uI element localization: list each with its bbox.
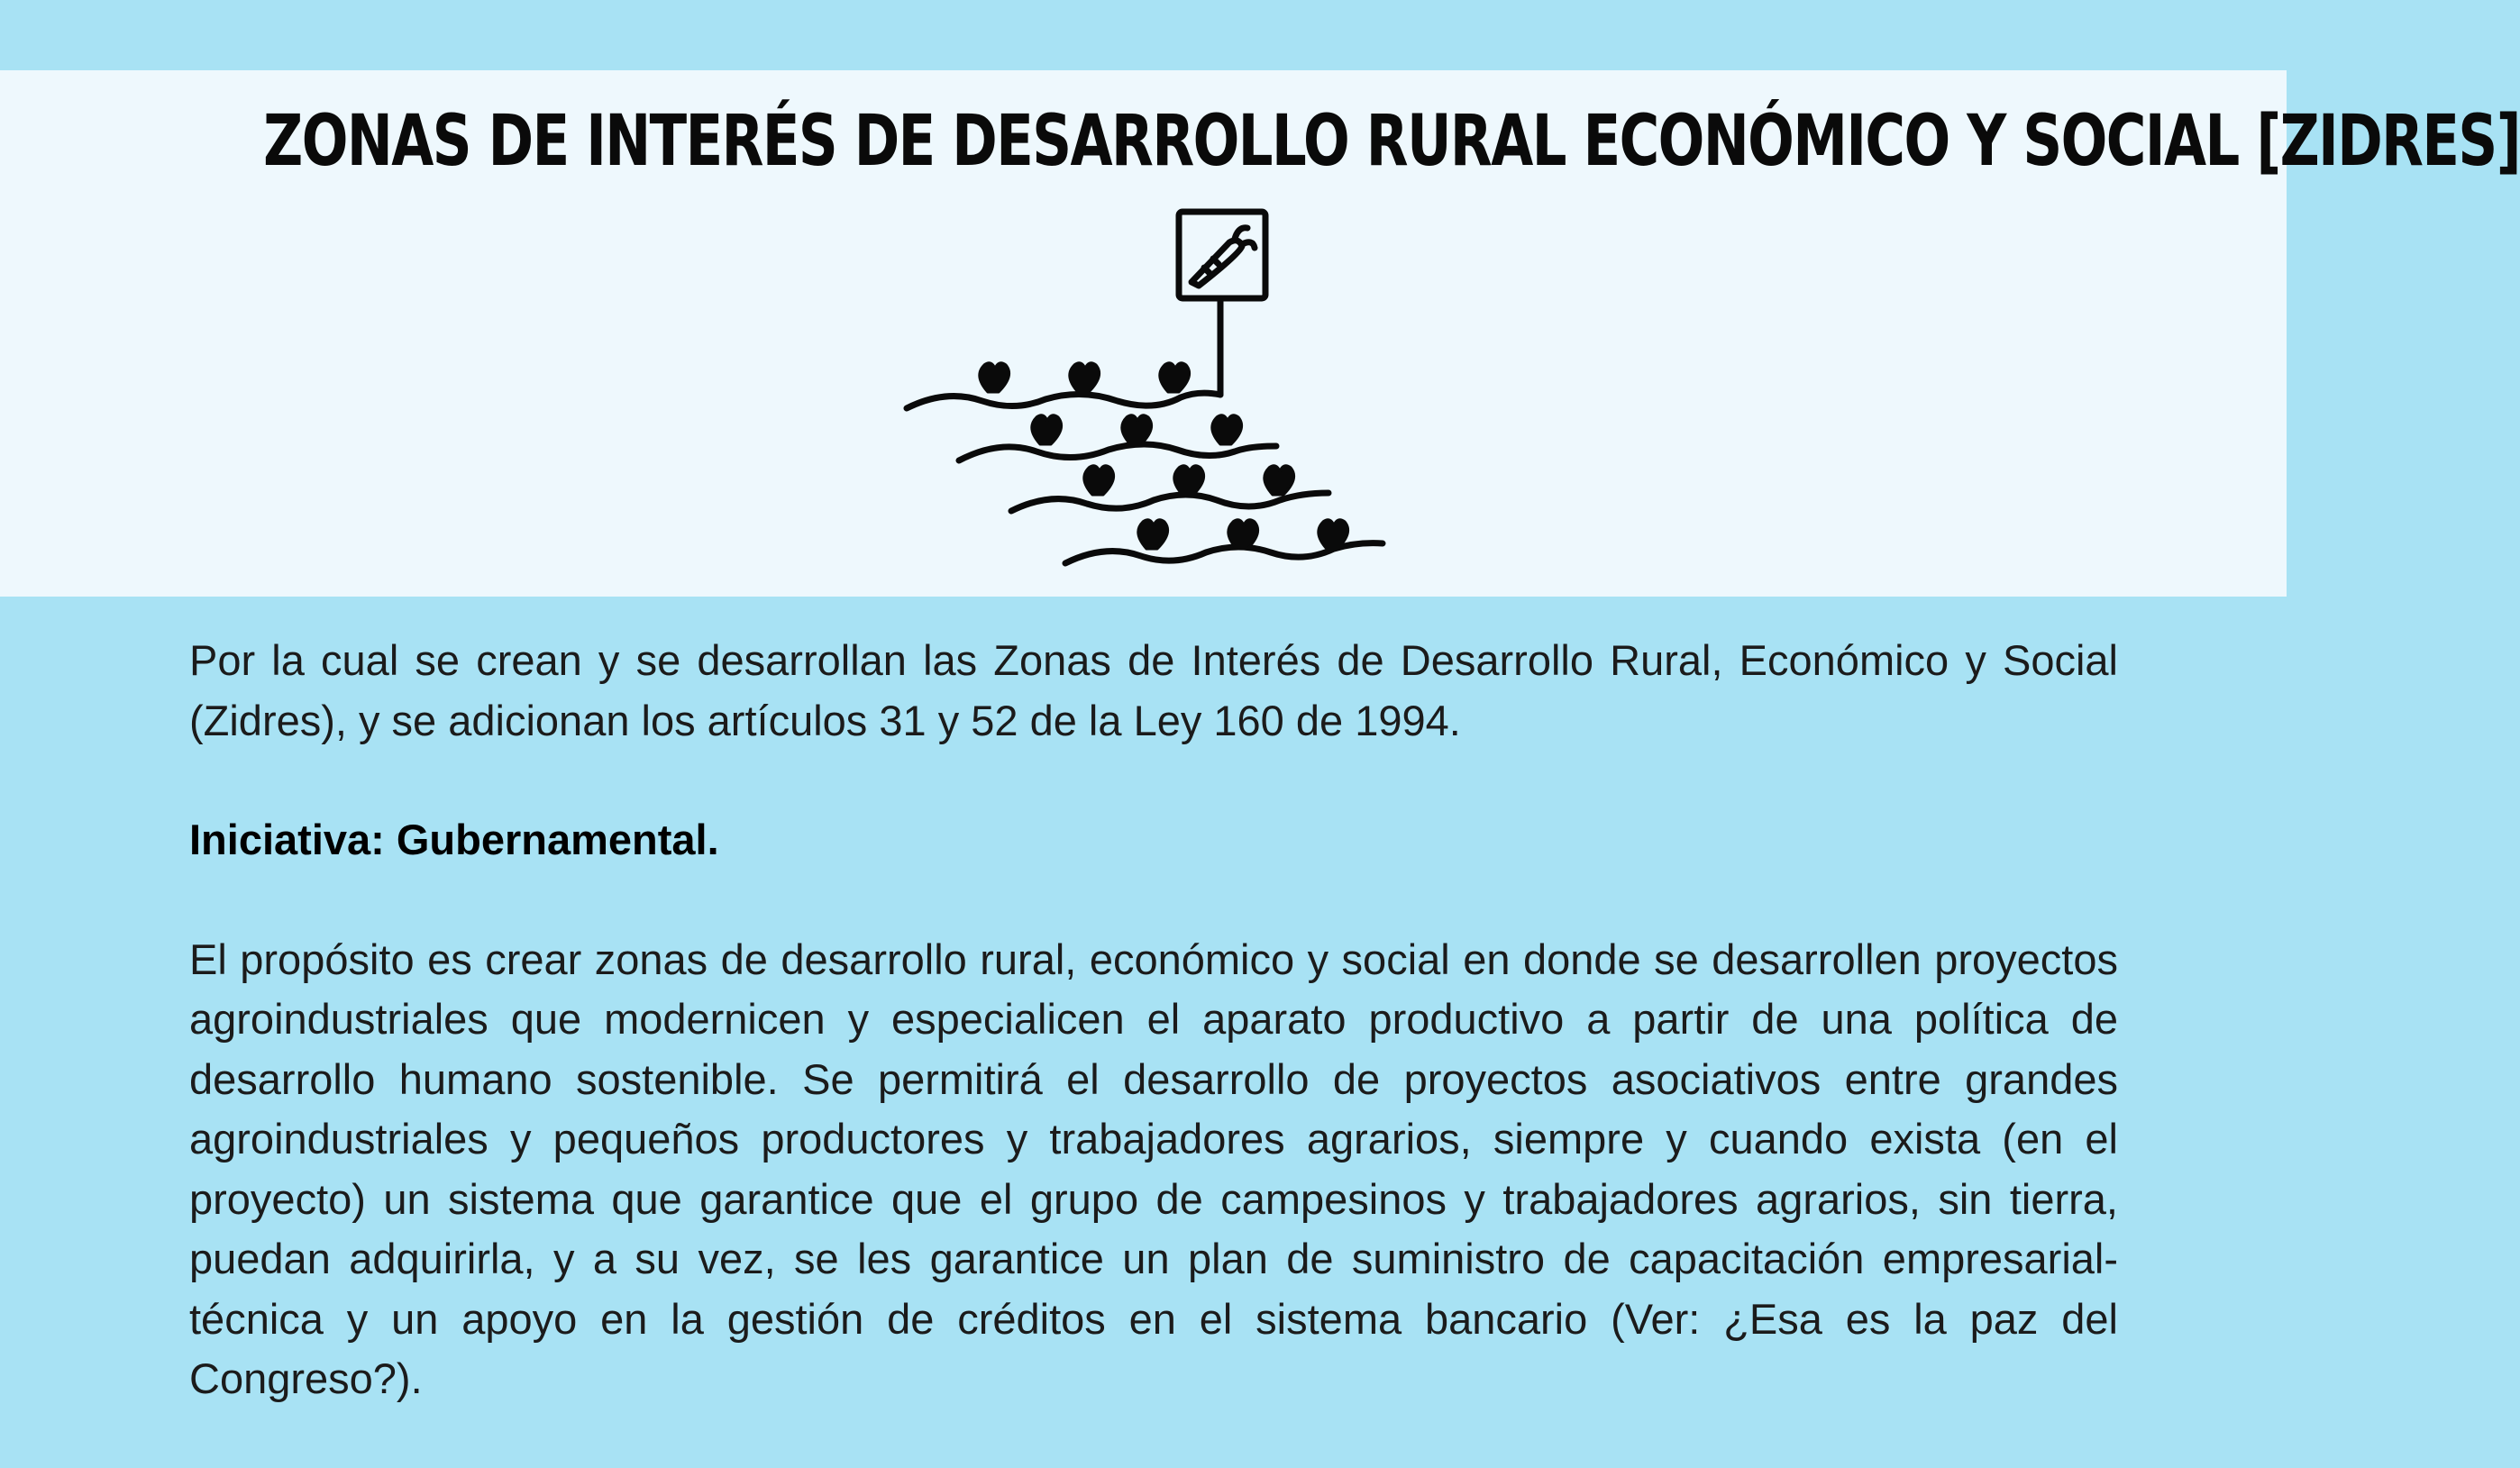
intro-paragraph: Por la cual se crean y se desarrollan las Zonas de Interés de Desarrollo Rural, Económico y Social (Zidres), y se adicionan los artículos 31 y 52 de la Ley 160 de 1994. [189,636,2118,744]
top-band [0,0,2287,70]
document-body [189,631,2118,1409]
farm-field-with-carrot-sign-icon [892,203,1397,581]
page-title: ZONAS DE INTERÉS DE DESARROLLO RURAL ECONÓMICO Y SOCIAL [ZIDRES] [263,101,2520,182]
purpose-paragraph: El propósito es crear zonas de desarrollo rural, económico y social en donde se desarrollen proyectos agroindustriales que modernicen y especialicen el aparato productivo a partir de una política de desarrollo humano sostenible. Se permitirá el desarrollo de proyectos asociativos entre grandes agroindustriales y pequeños productores y trabajadores agrarios, siempre y cuando exista (en el proyecto) un sistema que garantice que el grupo de campesinos y trabajadores agrarios, sin tierra, puedan adquirirla, y a su vez, se les garantice un plan de suministro de capacitación empresarial-técnica y un apoyo en la gestión de créditos en el sistema bancario (Ver: ¿Esa es la paz del Congreso?). [189,935,2118,1402]
initiative-line: Iniciativa: Gubernamental. [189,816,719,863]
